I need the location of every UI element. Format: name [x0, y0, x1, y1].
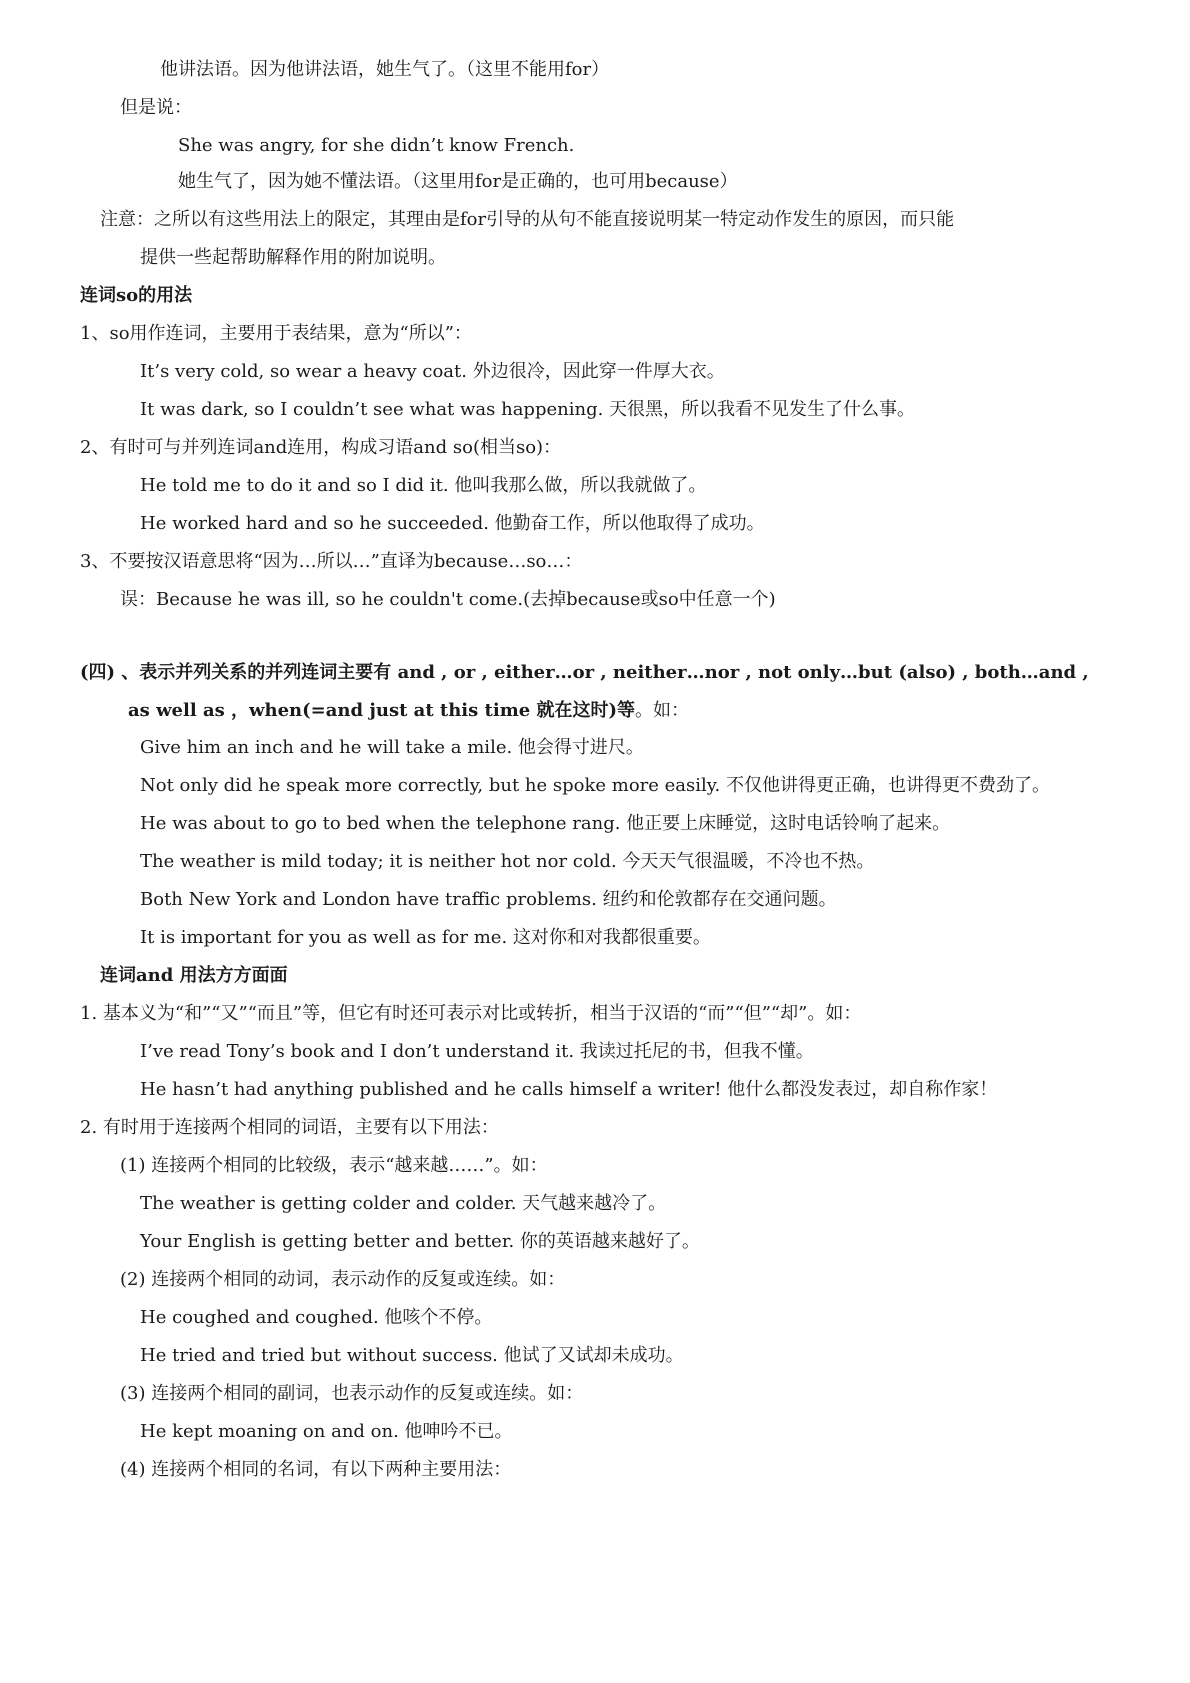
- example-sentence: Your English is getting better and better. 你的英语越来越好了。: [140, 1231, 700, 1252]
- sub-item: (1) 连接两个相同的比较级，表示“越来越……”。如：: [120, 1155, 548, 1176]
- example-sentence: He hasn’t had anything published and he calls himself a writer! 他什么都没发表过，却自称作家！: [140, 1079, 998, 1100]
- list-item: 2、有时可与并列连词and连用，构成习语and so(相当so)：: [80, 437, 562, 458]
- example-sentence: He was about to go to bed when the telephone rang. 他正要上床睡觉，这时电话铃响了起来。: [140, 813, 951, 834]
- example-sentence: Not only did he speak more correctly, but he spoke more easily. 不仅他讲得更正确，也讲得更不费劲了。: [140, 775, 1050, 796]
- example-sentence: Give him an inch and he will take a mile. 他会得寸进尺。: [140, 737, 644, 758]
- text-line: 但是说：: [120, 97, 192, 118]
- note-line: 提供一些起帮助解释作用的附加说明。: [140, 247, 446, 268]
- section-heading: 连词so的用法: [80, 285, 193, 306]
- section-heading: (四) 、表示并列关系的并列连词主要有 and , or , either…or , neither…nor , not only…but (also) , both…and ,: [80, 662, 1089, 683]
- text-line: 她生气了，因为她不懂法语。（这里用for是正确的，也可用because）: [178, 171, 738, 192]
- example-sentence: It is important for you as well as for me. 这对你和对我都很重要。: [140, 927, 711, 948]
- example-sentence: I’ve read Tony’s book and I don’t understand it. 我读过托尼的书，但我不懂。: [140, 1041, 814, 1062]
- note-line: 注意：之所以有这些用法上的限定，其理由是for引导的从句不能直接说明某一特定动作发生的原因，而只能: [100, 209, 955, 230]
- text-line: 他讲法语。因为他讲法语，她生气了。（这里不能用for）: [160, 59, 610, 80]
- example-sentence: The weather is mild today; it is neither hot nor cold. 今天天气很温暖，不冷也不热。: [140, 851, 875, 872]
- heading-text: as well as ，when(=and just at this time 就在这时)等: [128, 700, 635, 721]
- example-sentence: He kept moaning on and on. 他呻吟不已。: [140, 1421, 513, 1442]
- section-heading-continued: [128, 699, 689, 723]
- example-sentence: He told me to do it and so I did it. 他叫我那么做，所以我就做了。: [140, 475, 707, 496]
- example-sentence: It was dark, so I couldn’t see what was happening. 天很黑，所以我看不见发生了什么事。: [140, 399, 916, 420]
- section-heading: 连词and 用法方方面面: [100, 965, 288, 986]
- example-sentence: He tried and tried but without success. 他试了又试却未成功。: [140, 1345, 684, 1366]
- example-sentence: The weather is getting colder and colder. 天气越来越冷了。: [140, 1193, 667, 1214]
- list-item: 3、不要按汉语意思将“因为…所以…”直译为because…so…：: [80, 551, 583, 572]
- example-sentence: He coughed and coughed. 他咳个不停。: [140, 1307, 493, 1328]
- list-item: 1、so用作连词，主要用于表结果，意为“所以”：: [80, 323, 472, 344]
- example-sentence: Both New York and London have traffic problems. 纽约和伦敦都存在交通问题。: [140, 889, 837, 910]
- example-sentence: It’s very cold, so wear a heavy coat. 外边很冷，因此穿一件厚大衣。: [140, 361, 725, 382]
- example-sentence: 误：Because he was ill, so he couldn't come.(去掉because或so中任意一个): [120, 589, 776, 610]
- list-item: 1. 基本义为“和”“又”“而且”等，但它有时还可表示对比或转折，相当于汉语的“而”“但”“却”。如：: [80, 1003, 862, 1024]
- text-line: She was angry, for she didn’t know French.: [178, 135, 575, 156]
- example-sentence: He worked hard and so he succeeded. 他勤奋工作，所以他取得了成功。: [140, 513, 765, 534]
- sub-item: (4) 连接两个相同的名词，有以下两种主要用法：: [120, 1459, 512, 1480]
- heading-suffix: 。如：: [634, 700, 689, 721]
- sub-item: (2) 连接两个相同的动词，表示动作的反复或连续。如：: [120, 1269, 566, 1290]
- list-item: 2. 有时用于连接两个相同的词语，主要有以下用法：: [80, 1117, 499, 1138]
- sub-item: (3) 连接两个相同的副词，也表示动作的反复或连续。如：: [120, 1383, 584, 1404]
